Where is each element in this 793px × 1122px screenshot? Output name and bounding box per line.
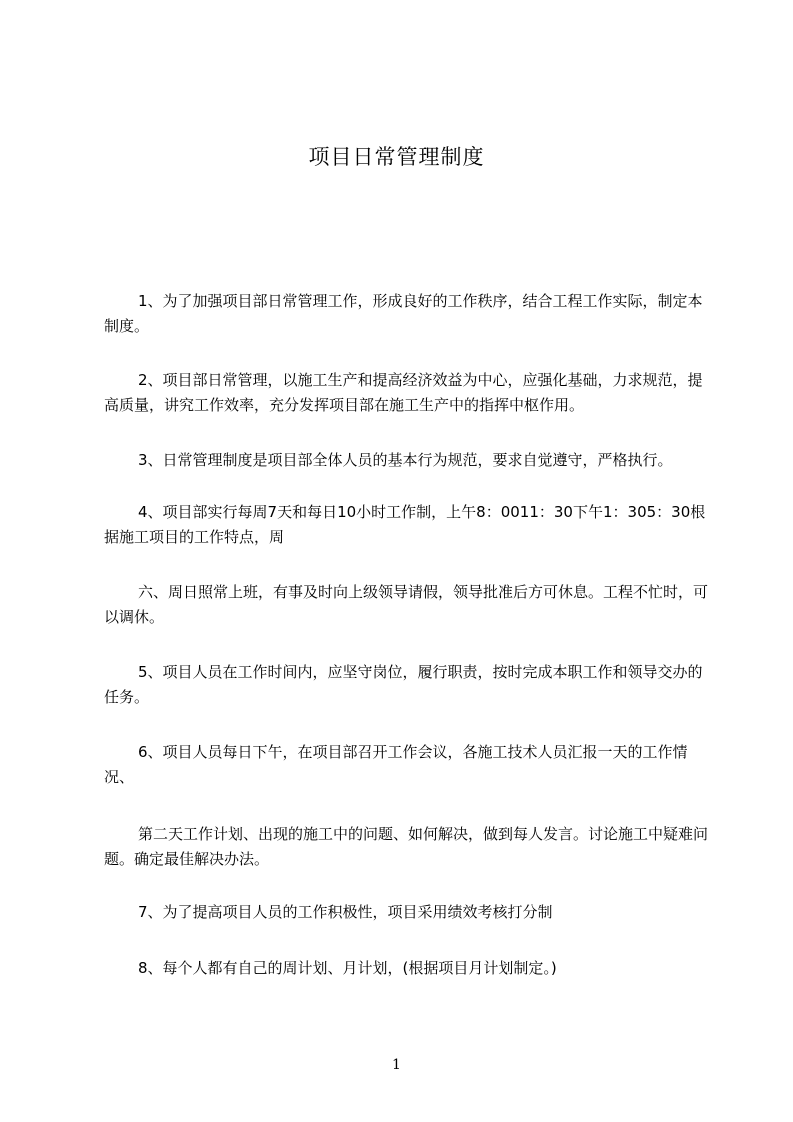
paragraph-10: 8、每个人都有自己的周计划、月计划，(根据项目月计划制定。): [138, 959, 557, 977]
document-title: 项目日常管理制度: [308, 145, 485, 169]
page-number: 1: [392, 1057, 401, 1073]
paragraph-6: 5、项目人员在工作时间内，应坚守岗位，履行职责，按时完成本职工作和领导交办的任务。: [104, 663, 703, 706]
paragraph-1: 1、为了加强项目部日常管理工作，形成良好的工作秩序，结合工程工作实际，制定本制度。: [104, 292, 703, 335]
paragraph-8: 第二天工作计划、出现的施工中的问题、如何解决，做到每人发言。讨论施工中疑难问题。确定最佳解决办法。: [104, 825, 709, 868]
paragraph-2: 2、项目部日常管理，以施工生产和提高经济效益为中心，应强化基础，力求规范，提高质量，讲究工作效率，充分发挥项目部在施工生产中的指挥中枢作用。: [104, 371, 703, 414]
paragraph-4: 4、项目部实行每周7天和每日10小时工作制，上午8：0011：30下午1：305：30根据施工项目的工作特点，周: [104, 503, 706, 546]
paragraph-3: 3、日常管理制度是项目部全体人员的基本行为规范，要求自觉遵守，严格执行。: [138, 451, 673, 469]
paragraph-9: 7、为了提高项目人员的工作积极性，项目采用绩效考核打分制: [138, 903, 553, 921]
paragraph-5: 六、周日照常上班，有事及时向上级领导请假，领导批准后方可休息。工程不忙时，可以调休。: [104, 583, 709, 626]
paragraph-7: 6、项目人员每日下午，在项目部召开工作会议，各施工技术人员汇报一天的工作情况、: [104, 743, 688, 786]
